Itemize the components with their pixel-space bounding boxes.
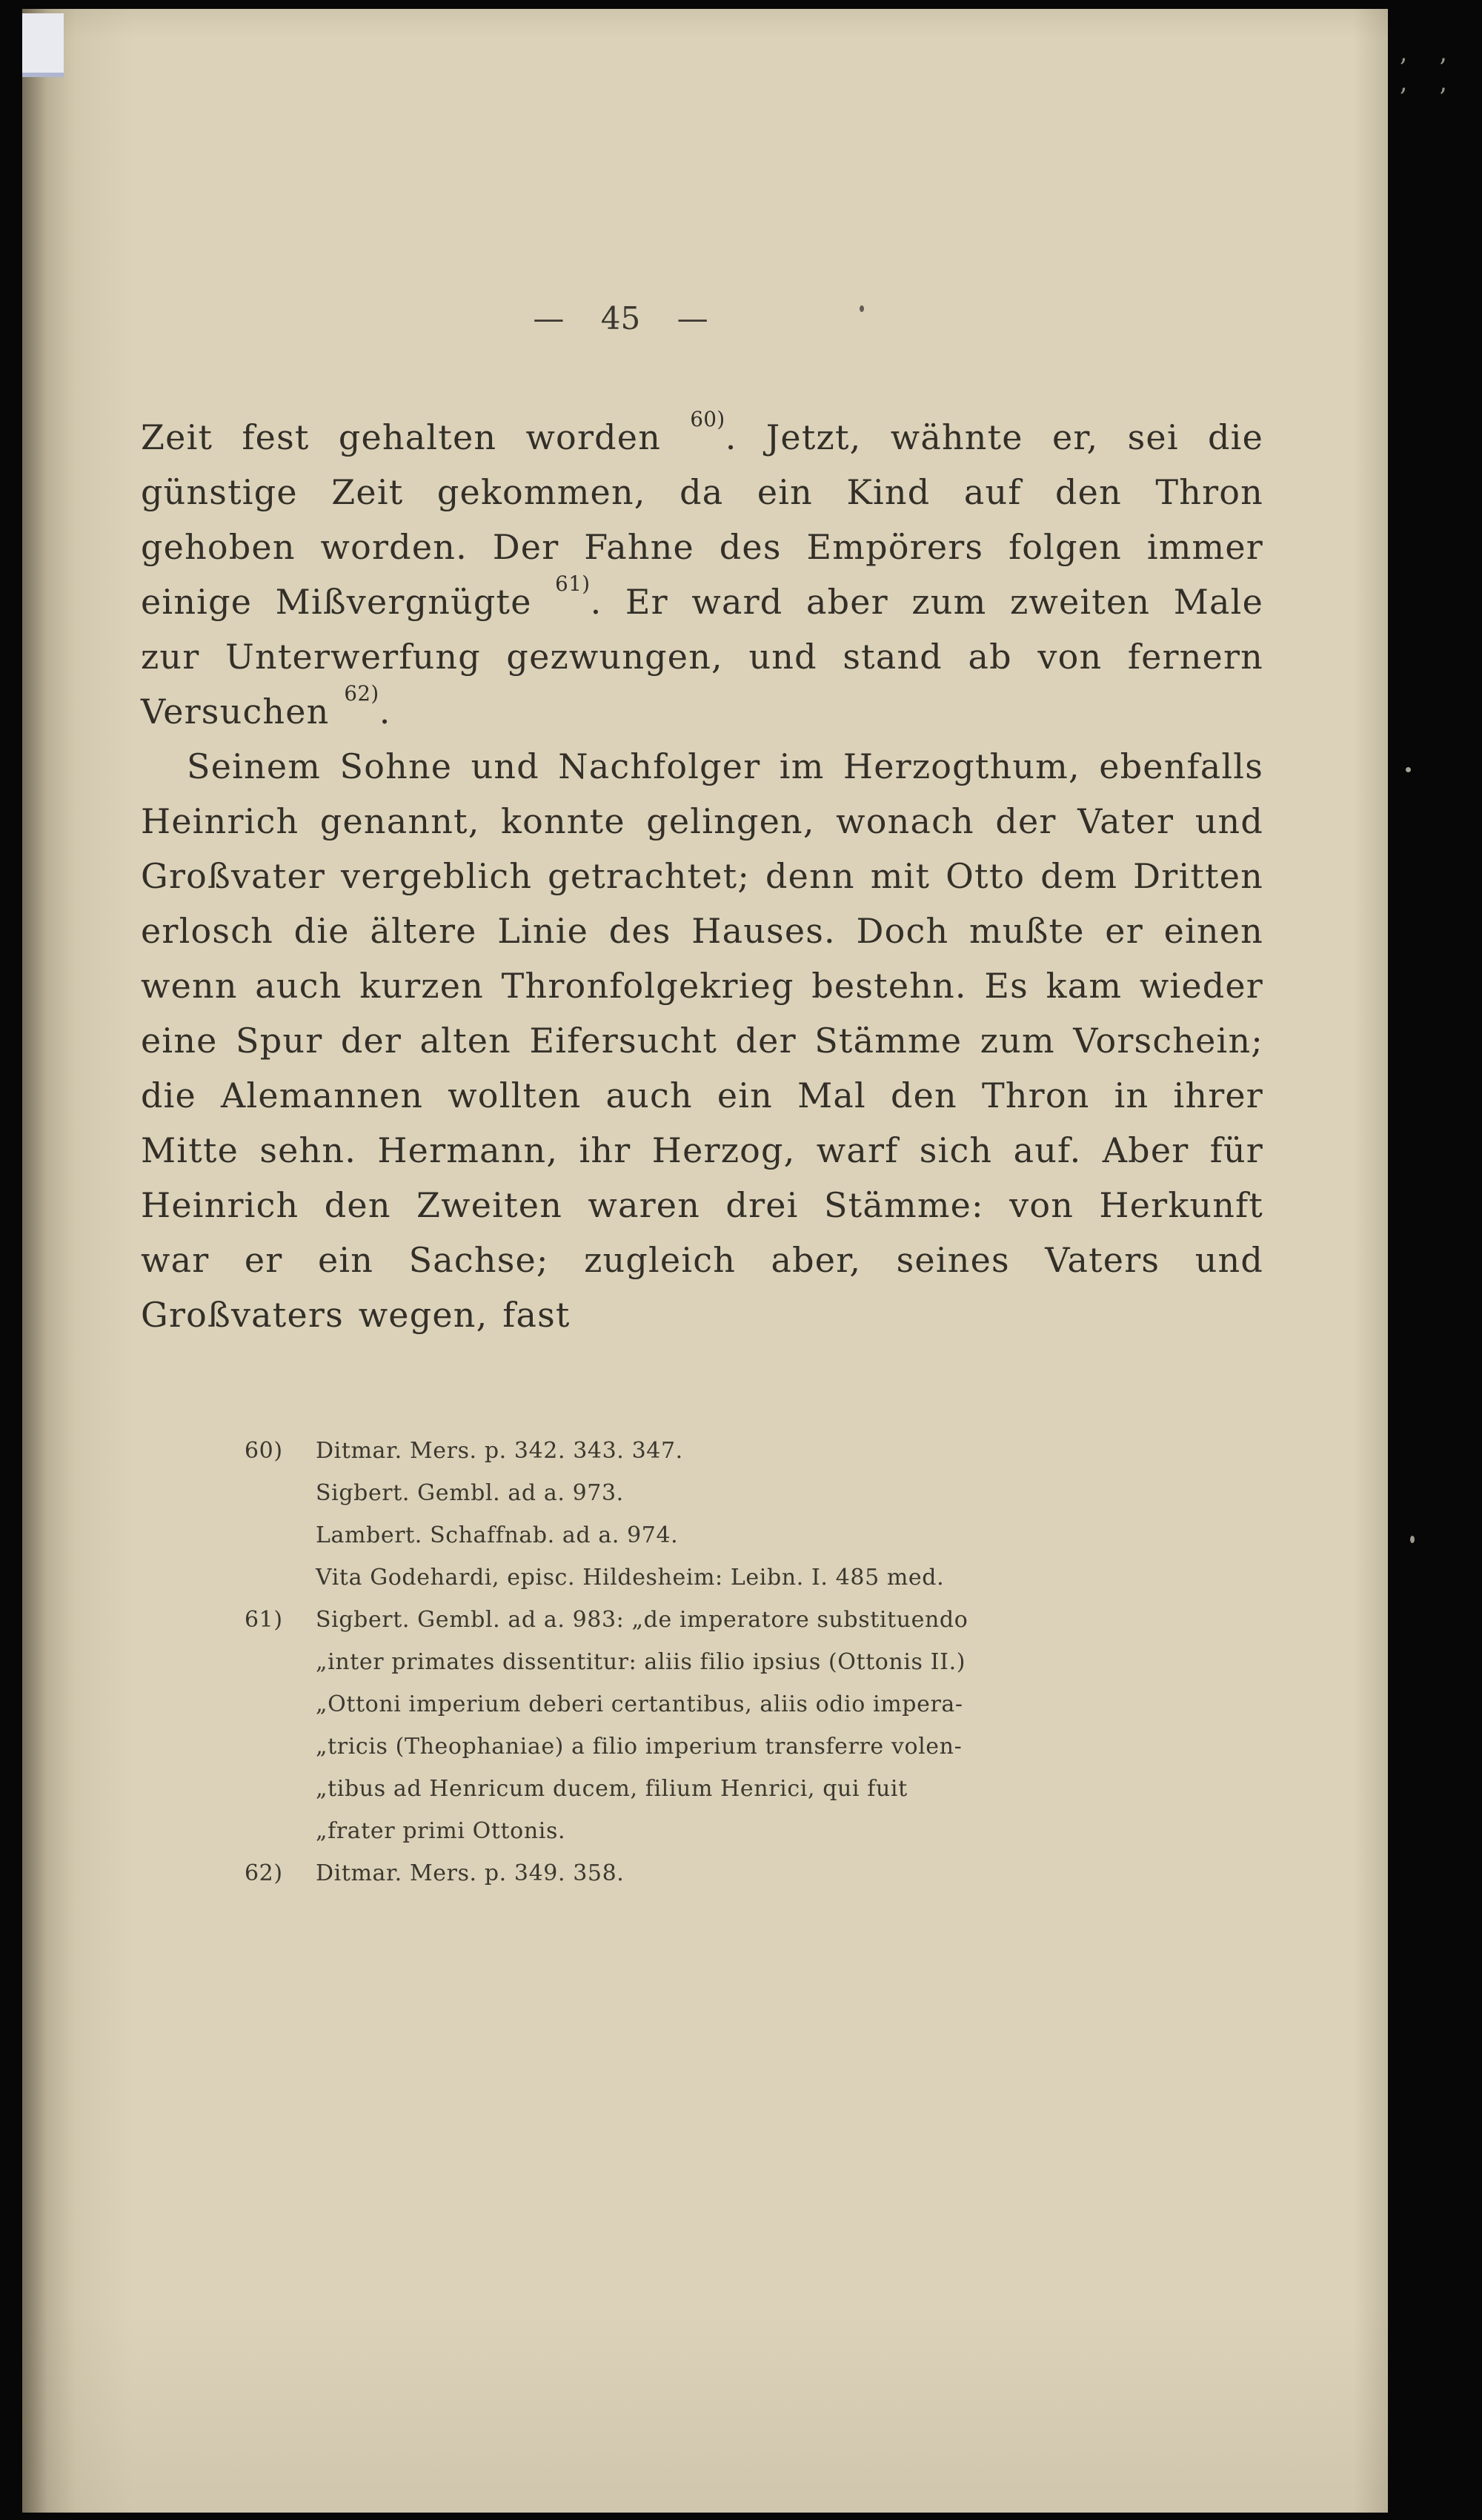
footnotes — [141, 1430, 1263, 1894]
footnote-line: 62) Ditmar. Mers. p. 349. 358. — [245, 1852, 1263, 1894]
page-content — [141, 9, 1263, 1894]
scan-speck — [1406, 767, 1411, 772]
paragraph: Zeit fest gehalten worden $^{60)}$. Jetzt, wähnte er, sei die günstige Zeit gekommen, da ein Kind auf den Thron gehoben worden. Der Fahne des Empörers folgen immer einige Mißvergnügte $^{61)}$. Er ward aber zum zweiten Male zur Unterwerfung gezwungen, und stand ab von fernern Versuchen $^{62)}$. — [141, 406, 1264, 732]
footnote-line: „frater primi Ottonis. — [316, 1818, 566, 1844]
scan-speck — [1410, 1536, 1415, 1543]
footnote-line: „tricis (Theophaniae) a filio imperium transferre volen- — [316, 1734, 963, 1760]
footnote-line: 60) Ditmar. Mers. p. 342. 343. 347. — [245, 1430, 1263, 1472]
footnote-line: Sigbert. Gembl. ad a. 973. — [316, 1480, 624, 1506]
page-number: — 45 — — [533, 300, 708, 336]
paragraph: Seinem Sohne und Nachfolger im Herzogthum, ebenfalls Heinrich genannt, konnte gelingen, wonach der Vater und Großvater vergeblich getrachtet; denn mit Otto dem Dritten erlosch die ältere Linie des Hauses. Doch mußte er einen wenn auch kurzen Thronfolgekrieg bestehn. Es kam wieder eine Spur der alten Eifersucht der Stämme zum Vorschein; die Alemannen wollten auch ein Mal den Thron in ihrer Mitte sehn. Hermann, ihr Herzog, warf sich auf. Aber für Heinrich den Zweiten waren drei Stämme: von Herkunft war er ein Sachse; zugleich aber, seines Vaters und Großvaters wegen, fast — [141, 746, 1263, 1335]
footnote-line: Vita Godehardi, episc. Hildesheim: Leibn. I. 485 med. — [316, 1565, 945, 1591]
footnote-ref: 60) — [690, 406, 725, 431]
footnote-line: „inter primates dissentitur: aliis filio ipsius (Ottonis II.) — [316, 1649, 966, 1675]
footnote-label: 62) — [245, 1860, 283, 1886]
footnote-ref: 62) — [344, 680, 379, 706]
footnote-label: 60) — [245, 1438, 283, 1464]
footnote-ref: 61) — [555, 571, 591, 596]
footnote-line: „Ottoni imperium deberi certantibus, aliis odio impera- — [316, 1691, 963, 1717]
book-page — [22, 9, 1388, 2513]
scan-corner-patch — [22, 13, 64, 77]
body-text — [141, 406, 1264, 1342]
footnote-line: Lambert. Schaffnab. ad a. 974. — [316, 1522, 679, 1548]
scan-artifact-ticks: ’ ’ ’ ’ — [1399, 53, 1459, 113]
footnote-line: „tibus ad Henricum ducem, filium Henrici, qui fuit — [316, 1776, 908, 1802]
footnote-line: 61) Sigbert. Gembl. ad a. 983: „de imperatore substituendo — [245, 1599, 1263, 1641]
footnote-label: 61) — [245, 1607, 283, 1633]
